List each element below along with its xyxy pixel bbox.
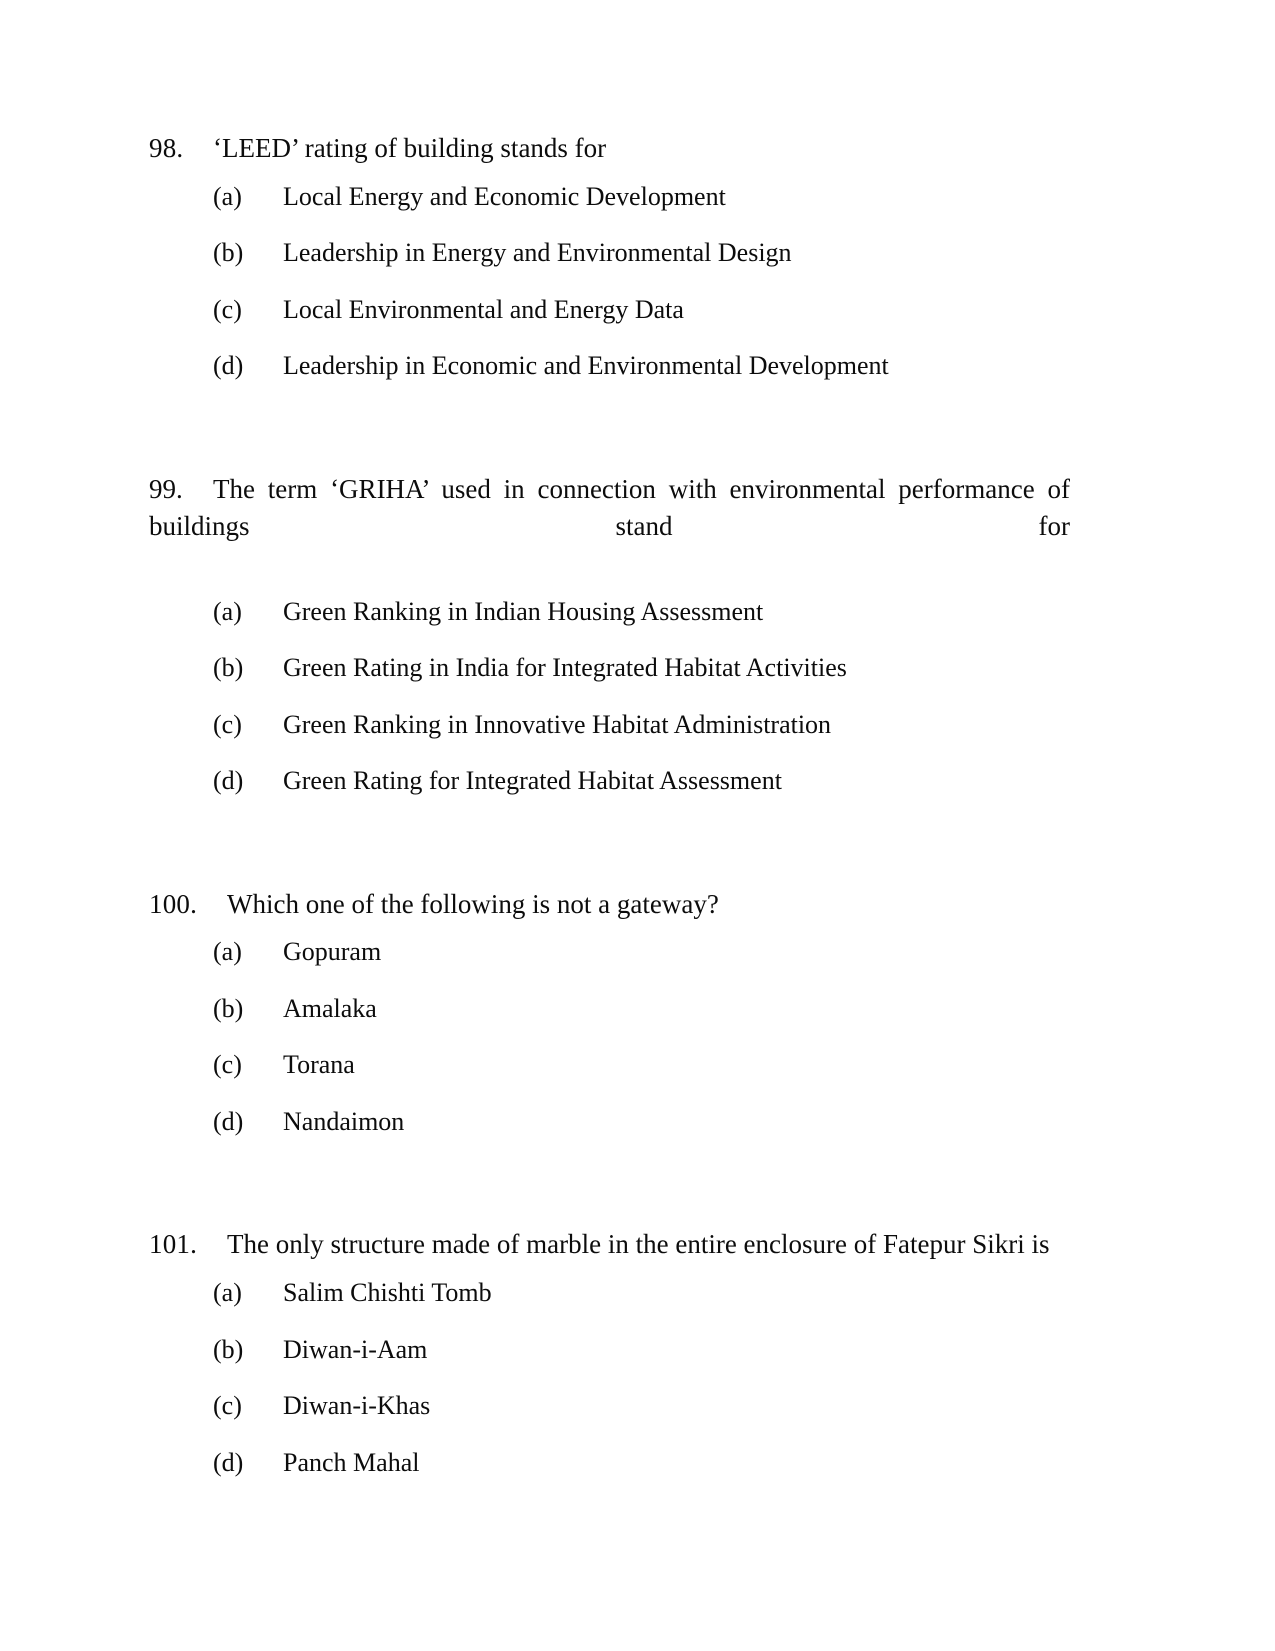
option-row[interactable] <box>149 350 1070 383</box>
question-number-100: 100. <box>149 888 198 919</box>
option-row[interactable] <box>149 709 1070 742</box>
question-stem-98 <box>149 130 1070 167</box>
option-label-b: (b) <box>213 993 244 1023</box>
options-list-99 <box>149 596 1070 798</box>
option-row[interactable] <box>149 652 1070 685</box>
option-label-d: (d) <box>213 351 244 381</box>
block-spacer <box>149 1172 1070 1226</box>
option-label-a: (a) <box>213 181 242 211</box>
block-spacer <box>149 832 1070 886</box>
question-number-98: 98. <box>149 133 184 163</box>
question-text-99: The term ‘GRIHA’ used in connection with environmental performance of buildings stand for <box>149 473 1070 541</box>
option-label-a: (a) <box>213 937 242 967</box>
option-label-b: (b) <box>213 238 244 268</box>
option-text-c: Diwan-i-Khas <box>283 1391 431 1421</box>
option-row[interactable] <box>149 596 1070 629</box>
question-text-98: ‘LEED’ rating of building stands for <box>213 133 607 163</box>
option-label-b: (b) <box>213 1334 244 1364</box>
option-label-c: (c) <box>213 709 242 739</box>
question-block-100 <box>149 886 1070 1139</box>
options-list-100 <box>149 936 1070 1138</box>
question-block-101 <box>149 1226 1070 1479</box>
option-text-b: Green Rating in India for Integrated Habitat Activities <box>283 653 847 683</box>
option-text-a: Green Ranking in Indian Housing Assessment <box>283 596 764 626</box>
option-row[interactable] <box>149 1334 1070 1367</box>
question-number-99: 99. <box>149 473 183 504</box>
option-text-d: Leadership in Economic and Environmental Development <box>283 351 889 381</box>
option-text-a: Salim Chishti Tomb <box>283 1278 492 1308</box>
option-text-a: Local Energy and Economic Development <box>283 181 726 211</box>
option-text-d: Panch Mahal <box>283 1447 420 1477</box>
question-text-100: Which one of the following is not a gateway? <box>227 888 719 919</box>
question-number-101: 101. <box>149 1229 198 1260</box>
question-stem-99 <box>149 471 1070 582</box>
option-row[interactable] <box>149 294 1070 327</box>
option-label-b: (b) <box>213 653 244 683</box>
option-row[interactable] <box>149 1390 1070 1423</box>
option-text-c: Local Environmental and Energy Data <box>283 294 684 324</box>
option-text-b: Amalaka <box>283 993 377 1023</box>
option-label-a: (a) <box>213 596 242 626</box>
options-list-101 <box>149 1277 1070 1479</box>
option-row[interactable] <box>149 765 1070 798</box>
option-row[interactable] <box>149 993 1070 1026</box>
option-row[interactable] <box>149 936 1070 969</box>
option-text-c: Green Ranking in Innovative Habitat Administration <box>283 709 832 739</box>
option-label-a: (a) <box>213 1278 242 1308</box>
question-stem-101 <box>149 1226 1070 1263</box>
question-text-101: The only structure made of marble in the entire enclosure of Fatepur Sikri is <box>227 1229 1050 1260</box>
option-text-b: Leadership in Energy and Environmental Design <box>283 238 792 268</box>
option-text-b: Diwan-i-Aam <box>283 1334 428 1364</box>
option-row[interactable] <box>149 1447 1070 1480</box>
option-label-c: (c) <box>213 294 242 324</box>
question-stem-100 <box>149 886 1070 923</box>
option-row[interactable] <box>149 1049 1070 1082</box>
option-text-d: Nandaimon <box>283 1106 405 1136</box>
option-text-d: Green Rating for Integrated Habitat Assessment <box>283 766 782 796</box>
option-row[interactable] <box>149 1106 1070 1139</box>
block-spacer <box>149 417 1070 471</box>
option-label-d: (d) <box>213 1447 244 1477</box>
option-text-c: Torana <box>283 1050 355 1080</box>
option-text-a: Gopuram <box>283 937 382 967</box>
option-label-d: (d) <box>213 766 244 796</box>
question-block-99 <box>149 471 1070 798</box>
options-list-98 <box>149 181 1070 383</box>
question-block-98 <box>149 130 1070 383</box>
option-row[interactable] <box>149 1277 1070 1310</box>
option-row[interactable] <box>149 181 1070 214</box>
option-label-c: (c) <box>213 1050 242 1080</box>
option-label-d: (d) <box>213 1106 244 1136</box>
option-row[interactable] <box>149 237 1070 270</box>
question-list <box>149 130 1070 1513</box>
option-label-c: (c) <box>213 1391 242 1421</box>
